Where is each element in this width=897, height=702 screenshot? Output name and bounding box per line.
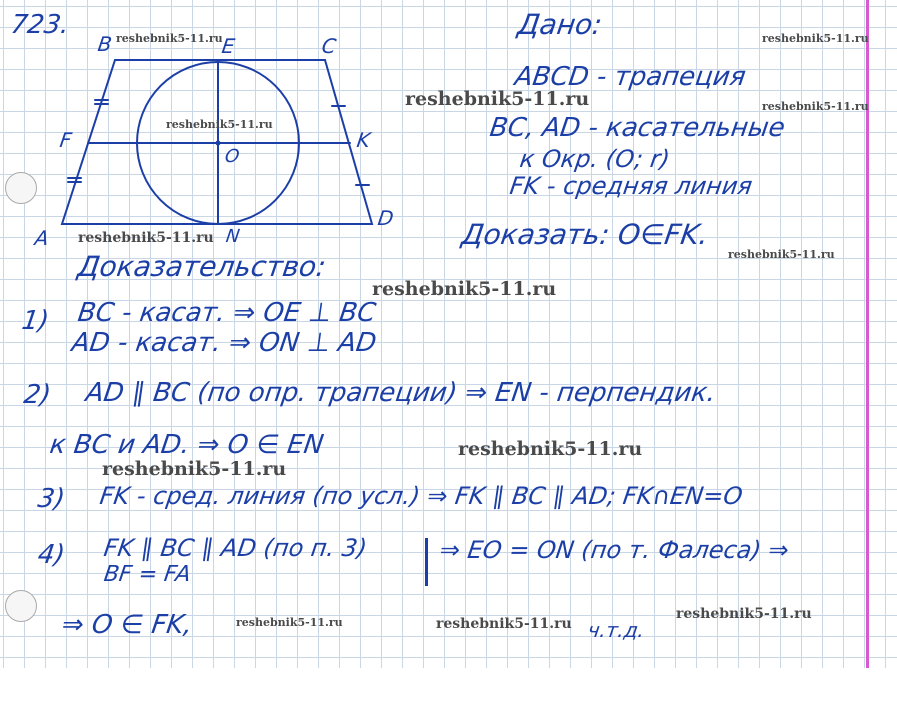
step-4-result: ⇒ EO = ON (по т. Фалеса) ⇒: [438, 536, 791, 564]
step-2-line-1: AD ∥ BC (по опр. трапеции) ⇒ EN - перпендик.: [83, 378, 718, 408]
label-o: O: [223, 146, 241, 167]
qed: ч.т.д.: [586, 618, 647, 642]
given-line-2: BC, AD - касательные: [487, 113, 787, 143]
watermark: reshebnik5-11.ru: [78, 230, 214, 246]
watermark: reshebnik5-11.ru: [436, 616, 572, 632]
watermark: reshebnik5-11.ru: [166, 118, 273, 131]
label-n: N: [224, 226, 241, 247]
watermark: reshebnik5-11.ru: [102, 458, 287, 480]
watermark: reshebnik5-11.ru: [762, 100, 869, 113]
watermark: reshebnik5-11.ru: [116, 32, 223, 45]
watermark: reshebnik5-11.ru: [676, 606, 812, 622]
label-e: E: [220, 34, 237, 58]
label-d: D: [376, 206, 396, 230]
step-4-line-2: BF = FA: [102, 562, 193, 587]
step-4-number: 4): [35, 540, 67, 570]
given-line-4: FK - средняя линия: [508, 172, 755, 200]
given-heading: Дано:: [515, 8, 605, 41]
prove-statement: Доказать: O∈FK.: [459, 218, 711, 251]
step-2-line-2: к BC и AD. ⇒ O ∈ EN: [47, 430, 326, 460]
step-1-line-2: AD - касат. ⇒ ON ⊥ AD: [69, 328, 379, 358]
proof-heading: Доказательство:: [75, 250, 329, 283]
step-1-number: 1): [19, 306, 51, 336]
watermark: reshebnik5-11.ru: [458, 438, 643, 460]
watermark: reshebnik5-11.ru: [728, 248, 835, 261]
label-c: C: [320, 34, 338, 58]
step-3-number: 3): [35, 484, 67, 514]
step-3-line: FK - сред. линия (по усл.) ⇒ FK ∥ BC ∥ AD; FK∩EN=O: [98, 482, 745, 510]
step-4-line-1: FK ∥ BC ∥ AD (по п. 3): [102, 534, 369, 562]
step-1-line-1: BC - касат. ⇒ OE ⊥ BC: [75, 298, 378, 328]
watermark: reshebnik5-11.ru: [762, 32, 869, 45]
watermark: reshebnik5-11.ru: [372, 278, 557, 300]
watermark: reshebnik5-11.ru: [405, 88, 590, 110]
problem-number: 723.: [8, 10, 71, 40]
given-line-3: к Окр. (O; r): [518, 145, 672, 173]
given-line-1: ABCD - трапеция: [512, 62, 748, 92]
label-f: F: [58, 128, 74, 152]
label-b: B: [96, 32, 114, 56]
conclusion: ⇒ O ∈ FK,: [59, 610, 195, 640]
brace-bar: [425, 538, 428, 586]
center-point: [216, 141, 221, 146]
watermark: reshebnik5-11.ru: [236, 616, 343, 629]
step-2-number: 2): [21, 380, 53, 410]
label-k: K: [355, 128, 372, 152]
label-a: A: [33, 226, 51, 250]
